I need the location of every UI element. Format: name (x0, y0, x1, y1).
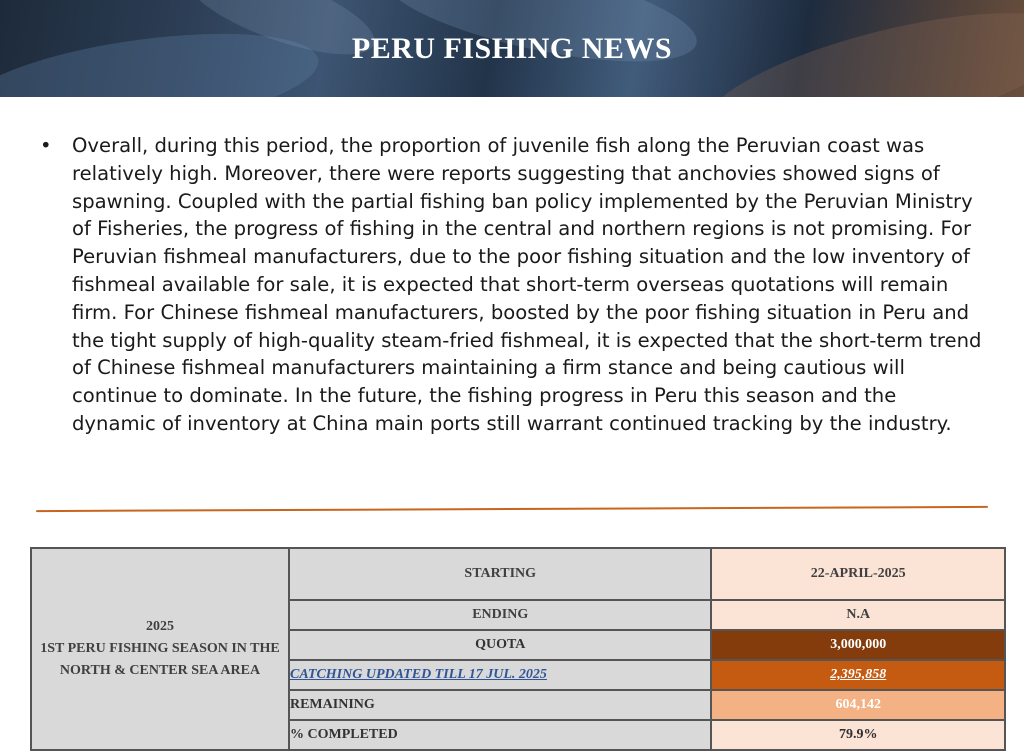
article-paragraph: Overall, during this period, the proportion of juvenile fish along the Peruvian coast was relatively high. Moreover, there were reports suggesting that anchovies showed signs of spawning. Coupled with the partial fishing ban policy implemented by the Peruvian Ministry of Fisheries, the progress of fishing in the central and northern regions is not promising. For Peruvian fishmeal manufacturers, due to the poor fishing situation and the low inventory of fishmeal available for sale, it is expected that short-term overseas quotations will remain firm. For Chinese fishmeal manufacturers, boosted by the poor fishing situation in Peru and the tight supply of high-quality steam-fried fishmeal, it is expected that the short-term trend of Chinese fishmeal manufacturers maintaining a firm stance and being cautious will continue to dominate. In the future, the fishing progress in Peru this season and the dynamic of inventory at China main ports still warrant continued tracking by the industry. (72, 134, 982, 435)
fishing-season-table (30, 547, 1006, 751)
header-banner (0, 0, 1024, 97)
page-title: PERU FISHING NEWS (351, 32, 673, 65)
section-divider (36, 506, 988, 512)
catching-updated-link[interactable]: CATCHING UPDATED TILL 17 JUL. 2025 (289, 667, 547, 682)
table-row (31, 548, 1005, 600)
season-year: 2025 (145, 619, 174, 634)
completed-value: 79.9% (711, 720, 1005, 750)
ending-value: N.A (711, 600, 1005, 630)
catching-label-cell (289, 660, 711, 690)
starting-label: STARTING (289, 548, 711, 600)
catching-value-link[interactable]: 2,395,858 (830, 667, 887, 682)
starting-value: 22-APRIL-2025 (711, 548, 1005, 600)
remaining-label: REMAINING (289, 690, 711, 720)
season-title-cell (31, 548, 289, 750)
bullet-marker: • (40, 134, 52, 157)
season-name: 1ST PERU FISHING SEASON IN THE NORTH & CENTER SEA AREA (40, 641, 280, 678)
quota-label: QUOTA (289, 630, 711, 660)
quota-value: 3,000,000 (711, 630, 1005, 660)
remaining-value: 604,142 (711, 690, 1005, 720)
completed-label: % COMPLETED (289, 720, 711, 750)
ending-label: ENDING (289, 600, 711, 630)
catching-value-cell (711, 660, 1005, 690)
article-body (40, 132, 985, 438)
